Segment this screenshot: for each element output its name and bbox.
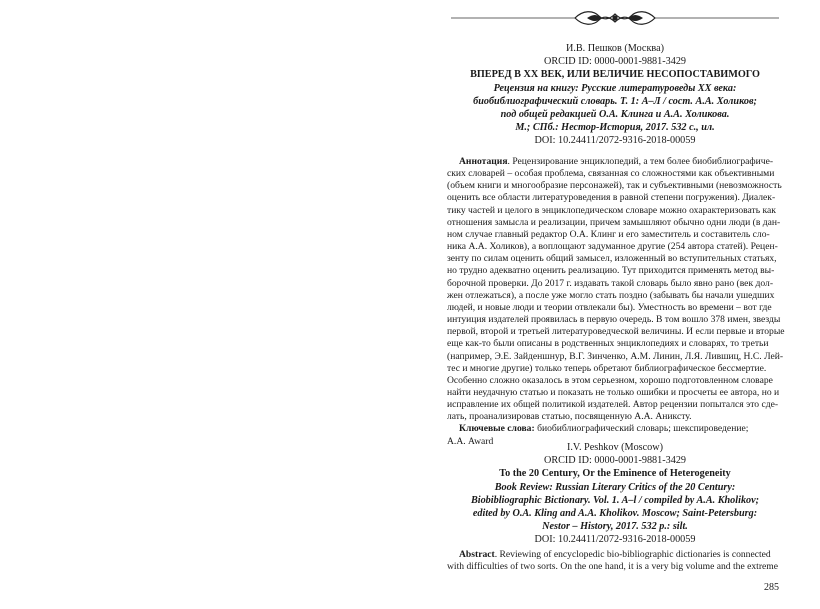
ru-keywords-line: Ключевые слова: биобиблиографический словарь; шекспироведение; bbox=[459, 423, 749, 435]
ru-review-line: М.; СПб.: Нестор-История, 2017. 532 с., ил. bbox=[515, 122, 715, 134]
ru-keywords-label: Ключевые слова: bbox=[459, 423, 535, 435]
ru-abstract-line: отношения замысла и реализации, причем замышляют обычно одни люди (в дан- bbox=[447, 216, 781, 228]
ru-author: И.В. Пешков (Москва) bbox=[565, 43, 664, 54]
ru-abstract-label: Аннотация bbox=[459, 156, 508, 167]
ru-keywords-line: А.А. Award bbox=[447, 435, 494, 447]
en-header bbox=[447, 441, 783, 547]
en-orcid: ORCID ID: 0000-0001-9881-3429 bbox=[543, 455, 687, 467]
page-number: 285 bbox=[764, 582, 779, 593]
en-abstract bbox=[447, 549, 783, 573]
ru-abstract-line: интуиция издателей проявилась в первую очередь. В том вошло 378 имен, звезды bbox=[447, 314, 781, 326]
ru-abstract bbox=[447, 156, 783, 448]
ru-abstract-line: исправление их общей политикой издателей. Автор рецензии попытался это сде- bbox=[447, 399, 779, 411]
ru-abstract-line: борочной проверки. До 2017 г. издавать такой словарь было явно рано (век дол- bbox=[447, 277, 774, 289]
ru-abstract-line: тику частей и целого в энциклопедическом словаре можно охарактеризовать как bbox=[447, 204, 776, 216]
ru-orcid: ORCID ID: 0000-0001-9881-3429 bbox=[543, 56, 687, 68]
ru-title: ВПЕРЕД В XX ВЕК, ИЛИ ВЕЛИЧИЕ НЕСОПОСТАВИМОГО bbox=[470, 69, 760, 81]
en-review-line: edited by O.A. Kling and A.A. Kholikov. Moscow; Saint-Petersburg: bbox=[472, 508, 758, 520]
en-review-line: Nestor – History, 2017. 532 p.: silt. bbox=[542, 521, 688, 533]
ru-abstract-line: ника А.А. Холиков), а воплощают задуманное другие (254 автора статей). Рецен- bbox=[447, 241, 778, 253]
ru-abstract-first-line: Аннотация. Рецензирование энциклопедий, а тем более биобиблиографиче- bbox=[459, 156, 774, 167]
ru-abstract-line: найти неудачную статью и показать не только ошибки и просчеты ее автора, но и bbox=[447, 386, 780, 398]
ru-abstract-line: (например, Э.Е. Зайденшнур, В.Г. Зинченко, А.М. Линин, Л.Я. Лившиц, Н.С. Лей- bbox=[447, 350, 784, 362]
en-review-line: Book Review: Russian Literary Critics of the 20 Century: bbox=[494, 481, 736, 493]
ru-review-line: биобиблиографический словарь. Т. 1: А–Л / сост. А.А. Холиков; bbox=[473, 95, 757, 107]
en-abstract-label: Abstract bbox=[459, 549, 495, 560]
ru-abstract-line: ских словарей – особая проблема, связанная со сложностями как объективными bbox=[447, 168, 775, 180]
decorative-divider-icon bbox=[447, 4, 783, 32]
ru-abstract-line: первой, второй и третьей литературоведческой величины. И если первые и вторые bbox=[447, 326, 785, 338]
en-author: I.V. Peshkov (Moscow) bbox=[566, 442, 664, 453]
en-review-line: Biobibliographic Bictionary. Vol. 1. A–l / compiled by A.A. Kholikov; bbox=[470, 494, 760, 506]
ru-review-line: Рецензия на книгу: Русские литературоведы XX века: bbox=[493, 82, 737, 94]
en-abstract-first-line: Abstract. Reviewing of encyclopedic bio-bibliographic dictionaries is connected bbox=[459, 549, 771, 560]
ru-abstract-line: ном случае главный редактор О.А. Клинг и его заместитель и составитель сло- bbox=[447, 228, 770, 240]
ru-doi: DOI: 10.24411/2072-9316-2018-00059 bbox=[534, 135, 696, 147]
en-title: To the 20 Century, Or the Eminence of Heterogeneity bbox=[499, 468, 731, 480]
ru-abstract-line: лать, проанализировав статью, посвященную А.А. Аниксту. bbox=[447, 411, 692, 423]
ru-abstract-line: оценить все области литературоведения в равной степени погружения). Диалек- bbox=[447, 192, 776, 204]
ru-abstract-line: (объем книги и многообразие персонажей), так и субъективными (невозможность bbox=[447, 180, 782, 192]
ru-abstract-line: тес и многие другие) только теперь обретают библиографическое бессмертие. bbox=[447, 362, 767, 374]
ru-review-line: под общей редакцией О.А. Клинга и А.А. Холикова. bbox=[500, 109, 730, 121]
ru-abstract-line: жен отлежаться), а после уже могло стать поздно (забывать бы начали ушедших bbox=[447, 289, 775, 301]
en-doi: DOI: 10.24411/2072-9316-2018-00059 bbox=[534, 534, 696, 546]
ru-abstract-line: людей, и новые люди и теории отвлекали бы). Уместность во времени – вот где bbox=[447, 301, 772, 313]
ru-abstract-line: Особенно сложно оказалось в этом серьезном, хорошо подготовленном словаре bbox=[447, 374, 773, 386]
ru-header bbox=[447, 42, 783, 148]
ru-abstract-line: еще как-то были описаны в родственных энциклопедиях и словарях, то третьи bbox=[447, 338, 769, 350]
en-abstract-line: with difficulties of two sorts. On the one hand, it is a very big volume and the extreme bbox=[447, 561, 779, 573]
ru-abstract-line: зенту по силам оценить общий замысел, изложенный во вступительных статьях, bbox=[447, 253, 777, 265]
ru-abstract-line: но трудно адекватно оценить реализацию. Тут приходится применять метод вы- bbox=[447, 265, 775, 277]
